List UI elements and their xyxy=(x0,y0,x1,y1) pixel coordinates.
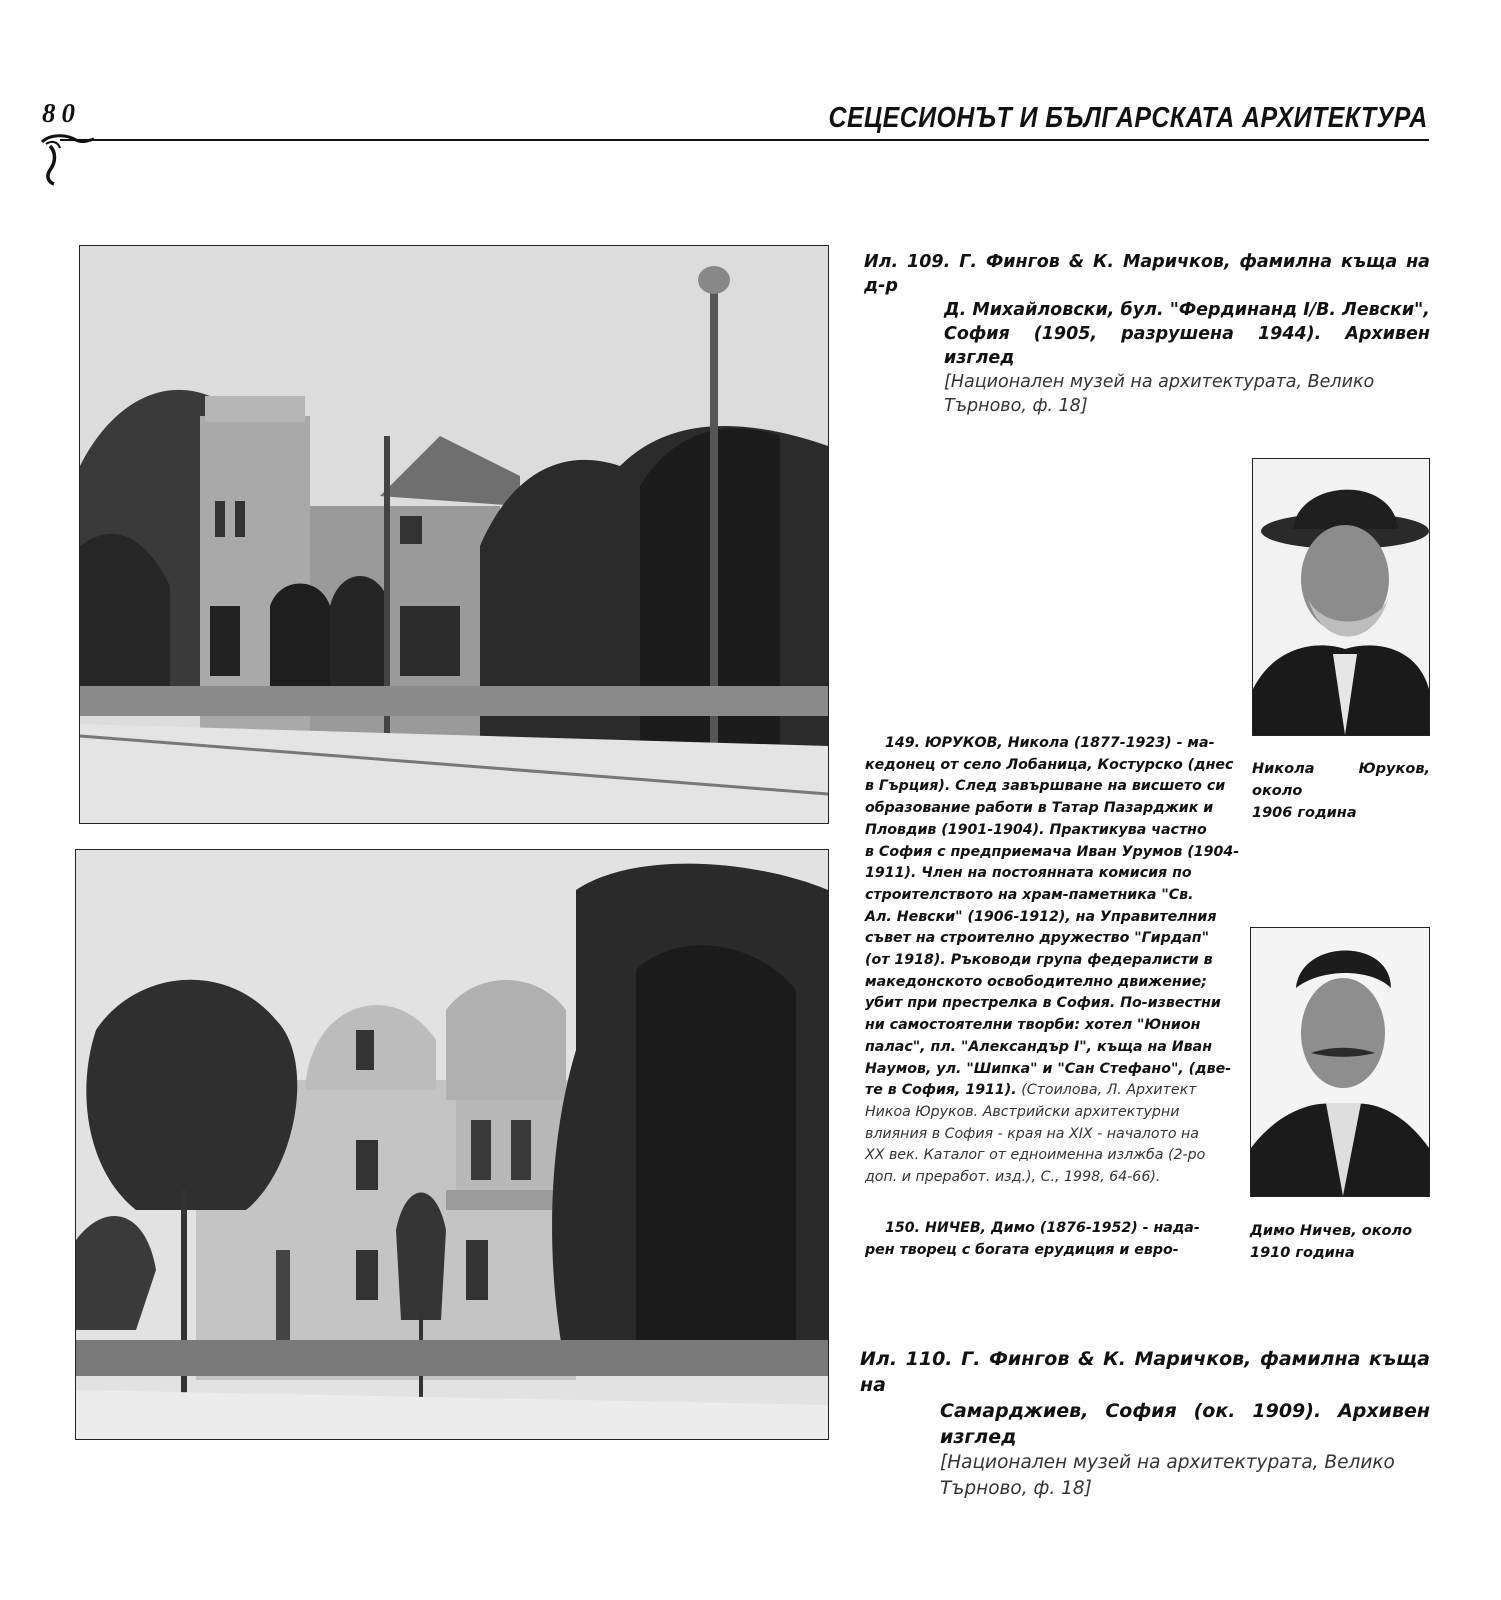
footnote-line: образование работи в Татар Пазарджик и xyxy=(865,800,1214,817)
caption-line: Самарджиев, София (ок. 1909). Архивен изглед xyxy=(940,1400,1430,1448)
footnote-line: строителството на храм-паметника "Св. xyxy=(865,886,1194,903)
footnote-line: ни самостоятелни творби: хотел "Юнион xyxy=(865,1017,1201,1034)
footnote-line: Наумов, ул. "Шипка" и "Сан Стефано", (две- xyxy=(865,1060,1232,1077)
footnote-citation-line: влияния в София - края на XIX - началото на xyxy=(865,1125,1199,1142)
footnote-line: 1911). Член на постоянната комисия по xyxy=(865,865,1192,882)
photo-fig-109 xyxy=(79,245,829,824)
caption-line: 1906 година xyxy=(1252,805,1357,821)
caption-source-line: Търново, ф. 18] xyxy=(944,396,1088,416)
portrait-nikola-yurukov xyxy=(1252,458,1430,736)
caption-line: Никола Юруков, около xyxy=(1252,761,1430,799)
footnote-citation-line: XX век. Каталог от едноименна излжба (2-ро xyxy=(865,1147,1206,1164)
footnote-citation-fragment: (Стоилова, Л. Архитект xyxy=(1016,1082,1197,1099)
footnote-citation-line: Никоа Юруков. Австрийски архитектурни xyxy=(865,1103,1180,1120)
portrait-caption-nichev xyxy=(1250,1220,1428,1264)
footnote-line: рен творец с богата ерудиция и евро- xyxy=(865,1241,1179,1258)
header-rule xyxy=(60,139,1429,141)
footnote-line: в София с предприемача Иван Урумов (1904- xyxy=(865,843,1240,860)
caption-line: Ил. 109. Г. Фингов & К. Маричков, фамилна къща на д-р xyxy=(864,252,1430,296)
art-nouveau-ornament-icon xyxy=(36,132,96,188)
portrait-caption-yurukov xyxy=(1252,758,1430,824)
footnote-line: македонското освободително движение; xyxy=(865,973,1207,990)
footnote-citation-line: доп. и преработ. изд.), С., 1998, 64-66). xyxy=(865,1169,1161,1186)
caption-line: Ил. 110. Г. Фингов & К. Маричков, фамилна къща на xyxy=(860,1348,1430,1396)
caption-source-line: [Национален музей на архитектурата, Велико xyxy=(944,372,1375,392)
footnote-line: убит при престрелка в София. По-известни xyxy=(865,995,1221,1012)
caption-line: Д. Михайловски, бул. "Фердинанд I/В. Левски", xyxy=(944,300,1430,320)
footnote-fragment: те в София, 1911). xyxy=(865,1082,1017,1099)
figure-caption-110 xyxy=(860,1346,1430,1502)
caption-line: София (1905, разрушена 1944). Архивен изглед xyxy=(944,324,1430,368)
portrait-dimo-nichev xyxy=(1250,927,1430,1197)
footnote-150 xyxy=(865,1218,1217,1261)
footnote-line: (от 1918). Ръководи група федералисти в xyxy=(865,952,1213,969)
footnote-line: палас", пл. "Александър I", къща на Иван xyxy=(865,1038,1213,1055)
figure-caption-109 xyxy=(864,250,1430,418)
caption-source-line: Търново, ф. 18] xyxy=(940,1478,1092,1499)
running-title: СЕЦЕСИОНЪТ И БЪЛГАРСКАТА АРХИТЕКТУРА xyxy=(828,102,1428,134)
caption-source-line: [Национален музей на архитектурата, Велико xyxy=(940,1452,1395,1473)
photo-fig-110 xyxy=(75,849,829,1440)
caption-line: 1910 година xyxy=(1250,1245,1355,1261)
footnote-line: съвет на строително дружество "Гирдап" xyxy=(865,930,1210,947)
caption-line: Димо Ничев, около xyxy=(1250,1223,1413,1239)
footnote-line: кедонец от село Лобаница, Костурско (днес xyxy=(865,756,1234,773)
footnote-line: Ал. Невски" (1906-1912), на Управителния xyxy=(865,908,1217,925)
footnote-line: Пловдив (1901-1904). Практикува частно xyxy=(865,821,1207,838)
footnote-line xyxy=(865,1080,1217,1102)
footnote-line: 149. ЮРУКОВ, Никола (1877-1923) - ма- xyxy=(885,735,1215,751)
footnote-149 xyxy=(865,733,1240,1189)
footnote-line: 150. НИЧЕВ, Димо (1876-1952) - нада- xyxy=(885,1220,1200,1236)
footnote-line: в Гърция). След завършване на висшето си xyxy=(865,778,1226,795)
page-number: 80 xyxy=(42,98,81,128)
